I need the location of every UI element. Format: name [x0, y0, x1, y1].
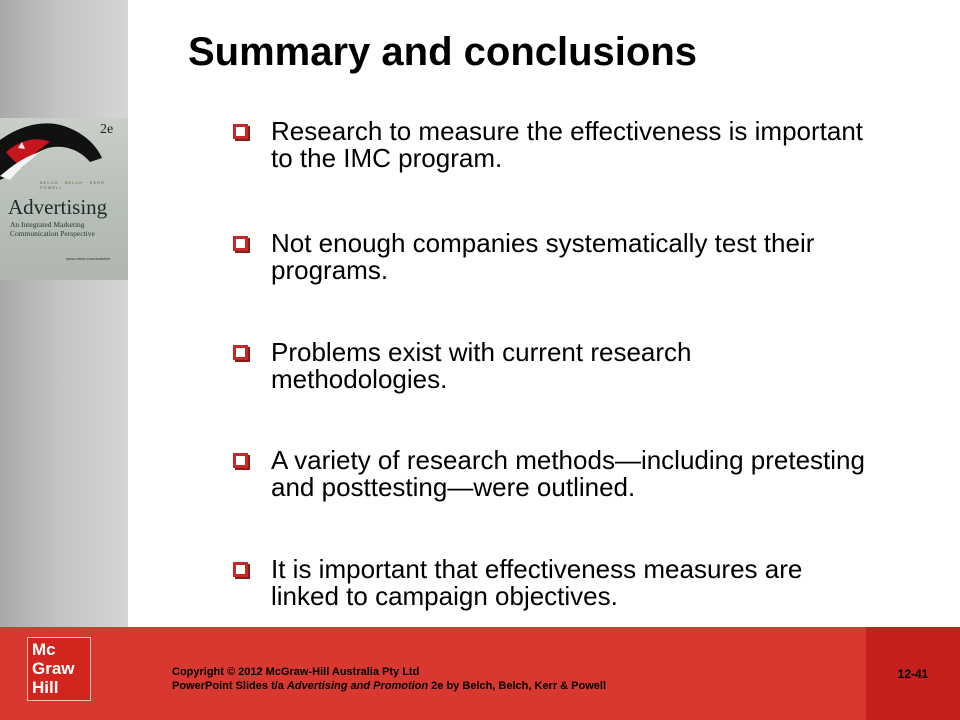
checkbox-bullet-icon [233, 124, 248, 139]
copyright-prefix: PowerPoint Slides t/a [172, 680, 287, 692]
cover-title: Advertising [8, 195, 108, 219]
checkbox-bullet-icon [233, 453, 248, 468]
left-sidebar-band [0, 0, 128, 627]
slide-title: Summary and conclusions [188, 30, 698, 74]
bullet-text: A variety of research methods—including pretesting and posttesting—were outlined. [271, 445, 865, 502]
book-cover-image [0, 118, 128, 280]
checkbox-bullet-icon [233, 345, 248, 360]
checkbox-bullet-icon [233, 562, 248, 577]
bullet-text: Not enough companies systematically test their programs. [271, 228, 815, 285]
logo-line: Graw [32, 659, 75, 678]
cover-edition: 2e [100, 122, 114, 137]
copyright-suffix: 2e by Belch, Belch, Kerr & Powell [428, 680, 607, 692]
logo-line: Mc [32, 640, 56, 659]
logo-line: Hill [32, 678, 59, 697]
bullet-text: Problems exist with current research methodologies. [271, 337, 692, 394]
copyright-notice [172, 665, 606, 693]
slide-number: 12-41 [897, 667, 929, 681]
book-title-italic: Advertising and Promotion [286, 680, 429, 692]
cover-url: www.mhhe.com/au/belch [66, 256, 111, 261]
bullet-text: It is important that effectiveness measures are linked to campaign objectives. [271, 554, 803, 611]
checkbox-bullet-icon [233, 236, 248, 251]
cover-subtitle: An Integrated Marketing Communication Perspective [10, 220, 95, 238]
copyright-line-2 [172, 679, 606, 693]
mcgraw-hill-logo [27, 637, 91, 701]
copyright-line-1: Copyright © 2012 McGraw-Hill Australia Pty Ltd [172, 666, 420, 678]
bullet-text: Research to measure the effectiveness is important to the IMC program. [271, 116, 864, 173]
cover-authors: BELCH · BELCH · KERR · POWELL [40, 180, 110, 190]
